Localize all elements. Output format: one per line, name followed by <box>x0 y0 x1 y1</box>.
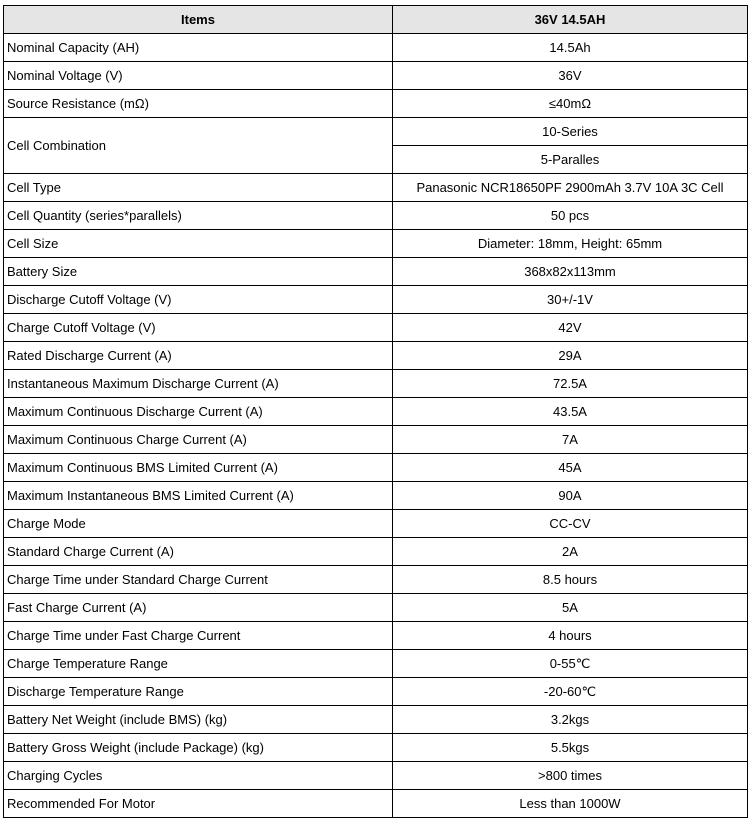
spec-body <box>4 34 748 818</box>
row-label: Fast Charge Current (A) <box>4 594 393 622</box>
row-label: Charge Mode <box>4 510 393 538</box>
row-label: Nominal Capacity (AH) <box>4 34 393 62</box>
table-row <box>4 286 748 314</box>
row-label: Discharge Cutoff Voltage (V) <box>4 286 393 314</box>
row-value: CC-CV <box>393 510 748 538</box>
table-row <box>4 482 748 510</box>
table-row <box>4 34 748 62</box>
table-row <box>4 538 748 566</box>
row-label: Cell Type <box>4 174 393 202</box>
row-value: 2A <box>393 538 748 566</box>
table-row <box>4 370 748 398</box>
header-items: Items <box>4 6 393 34</box>
row-value: 29A <box>393 342 748 370</box>
row-label: Charge Temperature Range <box>4 650 393 678</box>
row-label: Rated Discharge Current (A) <box>4 342 393 370</box>
row-label: Instantaneous Maximum Discharge Current (A) <box>4 370 393 398</box>
row-value: 10-Series <box>393 118 748 146</box>
row-label: Standard Charge Current (A) <box>4 538 393 566</box>
row-value: 5.5kgs <box>393 734 748 762</box>
row-label: Charge Cutoff Voltage (V) <box>4 314 393 342</box>
table-row <box>4 258 748 286</box>
row-value: ≤40mΩ <box>393 90 748 118</box>
row-value: 5-Paralles <box>393 146 748 174</box>
table-row <box>4 510 748 538</box>
row-label: Maximum Instantaneous BMS Limited Current (A) <box>4 482 393 510</box>
row-label: Cell Size <box>4 230 393 258</box>
row-label: Cell Combination <box>4 118 393 174</box>
table-row <box>4 650 748 678</box>
row-value: >800 times <box>393 762 748 790</box>
row-label: Nominal Voltage (V) <box>4 62 393 90</box>
row-value: 30+/-1V <box>393 286 748 314</box>
row-value: Panasonic NCR18650PF 2900mAh 3.7V 10A 3C Cell <box>393 174 748 202</box>
row-value: 72.5A <box>393 370 748 398</box>
row-value: -20-60℃ <box>393 678 748 706</box>
table-row <box>4 90 748 118</box>
row-value: 0-55℃ <box>393 650 748 678</box>
header-row <box>4 6 748 34</box>
row-label: Cell Quantity (series*parallels) <box>4 202 393 230</box>
row-value: 7A <box>393 426 748 454</box>
row-value: 368x82x113mm <box>393 258 748 286</box>
row-label: Discharge Temperature Range <box>4 678 393 706</box>
row-value: Less than 1000W <box>393 790 748 818</box>
table-row <box>4 734 748 762</box>
row-value: 36V <box>393 62 748 90</box>
table-row <box>4 454 748 482</box>
table-row <box>4 118 748 146</box>
row-value: 42V <box>393 314 748 342</box>
table-row <box>4 426 748 454</box>
table-row <box>4 202 748 230</box>
row-label: Charge Time under Fast Charge Current <box>4 622 393 650</box>
table-row <box>4 230 748 258</box>
row-label: Recommended For Motor <box>4 790 393 818</box>
row-label: Battery Net Weight (include BMS) (kg) <box>4 706 393 734</box>
row-value: 4 hours <box>393 622 748 650</box>
row-value: 5A <box>393 594 748 622</box>
row-label: Charge Time under Standard Charge Current <box>4 566 393 594</box>
row-label: Charging Cycles <box>4 762 393 790</box>
row-value: 8.5 hours <box>393 566 748 594</box>
row-label: Maximum Continuous Charge Current (A) <box>4 426 393 454</box>
row-value: 3.2kgs <box>393 706 748 734</box>
spec-table <box>3 5 748 818</box>
table-row <box>4 314 748 342</box>
table-row <box>4 174 748 202</box>
row-label: Source Resistance (mΩ) <box>4 90 393 118</box>
row-value: 14.5Ah <box>393 34 748 62</box>
table-row <box>4 678 748 706</box>
table-row <box>4 342 748 370</box>
row-value: Diameter: 18mm, Height: 65mm <box>393 230 748 258</box>
row-label: Battery Size <box>4 258 393 286</box>
table-row <box>4 398 748 426</box>
table-row <box>4 62 748 90</box>
row-value: 50 pcs <box>393 202 748 230</box>
table-row <box>4 594 748 622</box>
table-row <box>4 790 748 818</box>
row-label: Maximum Continuous Discharge Current (A) <box>4 398 393 426</box>
table-row <box>4 622 748 650</box>
table-row <box>4 706 748 734</box>
row-value: 90A <box>393 482 748 510</box>
row-label: Battery Gross Weight (include Package) (kg) <box>4 734 393 762</box>
row-value: 43.5A <box>393 398 748 426</box>
row-label: Maximum Continuous BMS Limited Current (A) <box>4 454 393 482</box>
table-row <box>4 566 748 594</box>
row-value: 45A <box>393 454 748 482</box>
header-spec: 36V 14.5AH <box>393 6 748 34</box>
table-row <box>4 762 748 790</box>
